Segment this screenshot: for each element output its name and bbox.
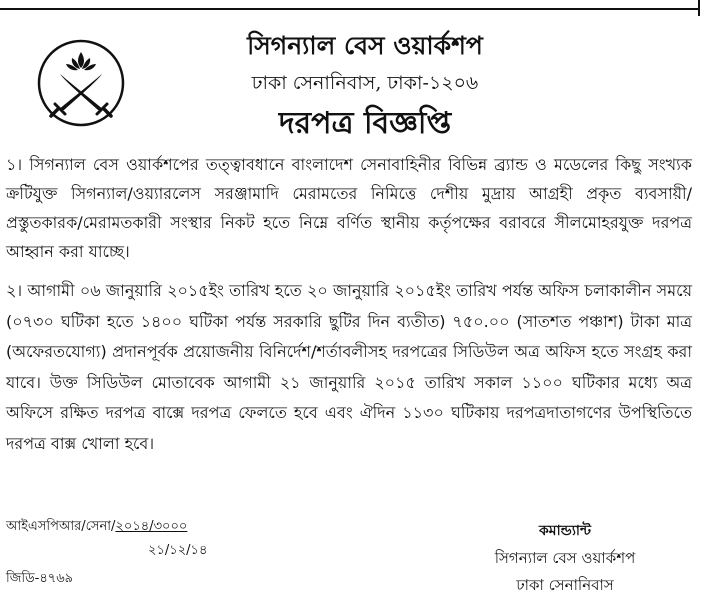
reference-prefix: আইএসপিআর/সেনা/ bbox=[6, 519, 116, 534]
signatory-location: ঢাকা সেনানিবাস bbox=[516, 576, 614, 594]
gd-number: জিডি-৪৭৬৯ bbox=[6, 571, 74, 586]
notice-heading: দরপত্র বিজ্ঞপ্তি bbox=[278, 106, 452, 141]
organization-address: ঢাকা সেনানিবাস, ঢাকা-১২০৬ bbox=[251, 72, 479, 94]
signatory-title: কমান্ড্যান্ট bbox=[539, 523, 591, 539]
reference-date: ২১/১২/১৪ bbox=[148, 543, 208, 558]
reference-number: ২০১৪/৩০০০ bbox=[115, 519, 188, 534]
organization-title: সিগন্যাল বেস ওয়ার্কশপ bbox=[247, 31, 483, 60]
reference-line bbox=[6, 518, 187, 536]
notice-paragraph-2: ২। আগামী ০৬ জানুয়ারি ২০১৫ইং তারিখ হতে ২০ জানুয়ারি ২০১৫ইং তারিখ পর্যন্ত অফিস চলাকালীন সময়ে (০৭৩০ ঘটিকা হতে ১৪০০ ঘটিকা পর্যন্ত সরকারি ছুটির দিন ব্যতীত) ৭৫০.০০ (সাতশত পঞ্চাশ) টাকা মাত্র (অফেরতযোগ্য) প্রদানপূর্বক প্রয়োজনীয় বিনির্দেশ/শর্তাবলীসহ দরপত্রের সিডিউল অত্র অফিস হতে সংগ্রহ করা যাবে। উক্ত সিডিউল মোতাবেক আগামী ২১ জানুয়ারি ২০১৫ তারিখ সকাল ১১০০ ঘটিকার মধ্যে অত্র অফিসে রক্ষিত দরপত্র বাক্সে দরপত্র ফেলতে হবে এবং ঐদিন ১১৩০ ঘটিকায় দরপত্রদাতাগণের উপস্থিতিতে দরপত্র বাক্স খোলা হবে। bbox=[6, 281, 692, 453]
signature-block bbox=[470, 518, 660, 599]
signatory-organization: সিগন্যাল বেস ওয়ার্কশপ bbox=[494, 549, 636, 567]
crossed-swords-lotus-emblem-icon bbox=[36, 38, 126, 128]
right-border-line bbox=[698, 0, 700, 16]
notice-paragraph-1: ১। সিগন্যাল বেস ওয়ার্কশপের তত্ত্বাবধানে বাংলাদেশ সেনাবাহিনীর বিভিন্ন ব্র্যান্ড ও মডেলের কিছু সংখ্যক ক্রটিযুক্ত সিগন্যাল/ওয়্যারলেস সরঞ্জামাদি মেরামতের নিমিত্তে দেশীয় মুদ্রায় আগ্রহী প্রকৃত ব্যবসায়ী/প্রস্তুতকারক/মেরামতকারী সংস্থার নিকট হতে নিম্নে বর্ণিত স্থানীয় কর্তৃপক্ষের বরাবরে সীলমোহরযুক্ত দরপত্র আহ্বান করা যাচ্ছে। bbox=[6, 155, 692, 261]
top-border-line bbox=[0, 8, 700, 10]
